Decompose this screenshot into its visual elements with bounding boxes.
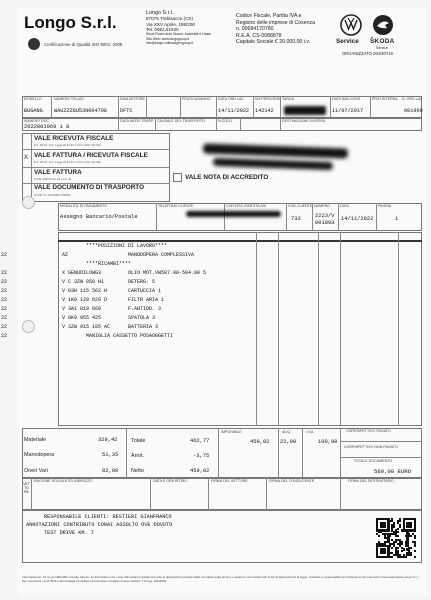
- qr-module: [387, 529, 389, 531]
- invoice-sheet: [0, 8, 427, 596]
- item-cell-a: V 03H 115 562 H: [62, 288, 108, 294]
- cb-fattura-sub: D.P.R. 633/72 Art. 21 e Art. 41: [34, 177, 72, 181]
- item-cell-v: 22: [0, 315, 7, 321]
- val-motore: DFTC: [120, 108, 133, 114]
- netto-value: 459,02: [190, 468, 210, 474]
- item-cell-v: 22: [0, 252, 7, 258]
- val-data-imm: 11/07/2017: [332, 108, 364, 114]
- qr-module: [399, 520, 401, 522]
- qr-module: [410, 535, 412, 537]
- cb-trasporto-sub: (D.P.R. N. 472/1996 N.68/96): [34, 193, 71, 197]
- brand-service-label: Service: [336, 38, 359, 45]
- registry-line: R.E.A. CS-0088878: [236, 32, 282, 39]
- item-cell-a: V 3A1 819 669: [62, 306, 102, 312]
- company-address: [146, 11, 236, 45]
- checkbox-mark: X: [24, 155, 29, 161]
- address-line: Sito Web: www.longogroup.it: [146, 36, 190, 41]
- val-modalita: Assegno Bancario/Postale: [60, 214, 138, 220]
- item-cell-a: V 3ZW 915 105 AC: [62, 324, 111, 330]
- th-pagina: PAGINA: [378, 204, 392, 208]
- th-km: KM PERCORSI: [255, 97, 281, 101]
- company-name: Longo S.r.l.: [24, 13, 117, 32]
- item-cell-v: 22: [0, 333, 7, 339]
- item-cell-b: FILTR ARIA 1: [128, 297, 165, 303]
- val-numero-doc: 2022001969 1 8: [24, 124, 70, 130]
- qr-module: [401, 543, 403, 545]
- qr-module: [389, 535, 391, 537]
- corrispettivo-pagato: CORRISPETTIVO PAGATO: [346, 429, 391, 433]
- organizzato-label: ORGANIZZATO 264/30719: [342, 51, 393, 56]
- totale-value: 462,77: [190, 438, 210, 444]
- th-modello: MODELLO: [24, 97, 42, 101]
- th-colli: N.COLLI: [218, 118, 232, 123]
- qr-module: [414, 556, 416, 558]
- item-cell-v: 22: [0, 324, 7, 330]
- qr-module: [399, 526, 401, 528]
- firma-conducente-label: FIRMA DEL CONDUCENTE: [269, 479, 315, 483]
- cb-fattura-ricevuta-sub: D.L. 45 Art. 3-6 - Leggi 30.12.91 n.413 e D.M. 30.3.92: [34, 160, 101, 164]
- redacted-customer: [213, 158, 333, 170]
- materiale-value: 329,42: [98, 437, 118, 443]
- registry-line: Capitale Sociale € 20.000,00 i.v.: [236, 39, 311, 46]
- qr-module: [414, 545, 416, 547]
- val-data-ord: 14/11/2022: [218, 108, 250, 114]
- qr-module: [391, 547, 393, 549]
- item-cell-b: OLIO MOT.VW507.00-504.00 5: [128, 270, 207, 276]
- manodopera-value: 51,35: [102, 452, 119, 458]
- certification-text: Certificazione di Qualità ISO 9001: 2008: [44, 42, 123, 47]
- manodopera-label: Manodopera: [24, 452, 55, 458]
- th-data-ord: DATA ORD.LAV: [218, 97, 244, 101]
- item-cell-v: 22: [0, 288, 7, 294]
- val-n-ord: 001969: [404, 108, 423, 114]
- iva-value: 100,98: [318, 439, 338, 445]
- th-cod-fisc: COD.FISC./PARTITA IVA: [226, 204, 267, 208]
- th-causale: CAUSALE DEL TRASPORTO: [157, 118, 205, 123]
- materiale-label: Materiale: [24, 437, 47, 443]
- th-data: DATA: [340, 204, 350, 208]
- address-line: Show Room Auto Nuove, Aziendali e Usate: [146, 32, 212, 37]
- address-line: info@longo.volkswagengroup.it: [146, 40, 194, 45]
- vw-logo-icon: [340, 14, 362, 36]
- totals-box: [22, 428, 422, 478]
- binder-hole: [22, 196, 35, 209]
- firma-vettore-label: FIRMA DEL VETTORE: [211, 479, 248, 483]
- item-cell-b: ****RICAMBI****: [86, 261, 132, 267]
- qr-module: [414, 537, 416, 539]
- qr-module: [384, 552, 386, 554]
- th-telefono: TELEFONO CLIENTE: [158, 204, 194, 208]
- redacted-telefono: [186, 211, 281, 217]
- qr-module: [397, 531, 399, 533]
- item-cell-a: V 1K0 129 620 D: [62, 297, 108, 303]
- item-cell-v: 22: [0, 270, 7, 276]
- item-cell-a: X GENUOILOWG3: [62, 270, 102, 276]
- val-numero: 2223/V 001893: [315, 213, 335, 226]
- qr-module: [414, 529, 416, 531]
- netto-label: Netto: [131, 468, 144, 474]
- nota-accredito-checkbox[interactable]: [173, 173, 182, 182]
- qr-module: [397, 528, 399, 530]
- th-targa: TARGA: [282, 97, 295, 101]
- arrot-value: -3,75: [193, 453, 210, 459]
- th-numero: NUMERO: [314, 204, 330, 208]
- brand-skoda-label: ŠKODA: [370, 38, 395, 45]
- qr-module: [378, 535, 380, 537]
- cb-ricevuta-title: VALE RICEVUTA FISCALE: [34, 135, 114, 142]
- th-motore: NUM.MOTORE: [120, 97, 145, 101]
- data-ritiro-label: DATA E ORA RITIRO: [153, 479, 188, 483]
- item-cell-b: BATTERIA 3: [128, 324, 159, 330]
- qr-module: [401, 550, 403, 552]
- val-pagina: 1: [395, 216, 399, 222]
- skoda-logo-icon: [372, 14, 394, 36]
- note-conai: ANNOTAZIONI CONTRIBUTO CONAI ASSOLTO OVE DOVUTO: [26, 522, 173, 528]
- certification-seal-icon: [28, 38, 40, 50]
- cb-trasporto-title: VALE DOCUMENTO DI TRASPORTO: [34, 184, 145, 191]
- val-cod-cliente: 733: [291, 216, 301, 222]
- oneri-label: Oneri Vari: [24, 468, 48, 474]
- th-telaio: NUMERO TELAIO: [54, 97, 84, 101]
- privacy-footer: Informativa art. 13 d.Lgs.196/2003: Gentile Cliente, La informiamo che i suoi dati saranno trattati secondo le disposizioni previste dalla normativa sulla privacy e saranno comunicati solo ai fini di adempimenti di legge. Il titolare e responsabile del trattamento dei suoi dati è Concessionaria Longo S.r.l. - Per conoscere i suoi diritti e altri dettagli consultare l'informativa completa ai sensi dell'art. 7 D.Lgs. 196/2003.: [22, 575, 421, 583]
- registry-line: Codice Fiscale, Partita IVA e: [236, 13, 302, 19]
- cb-fattura-ricevuta-title: VALE FATTURA / RICEVUTA FISCALE: [34, 152, 148, 159]
- totale-documento-label: TOTALE DOCUMENTO: [354, 459, 393, 463]
- th-pratica: PRATICANAMNO: [182, 97, 211, 101]
- address-line: Tel. 0981.51520: [146, 26, 179, 32]
- th-destinazione: DESTINAZIONE DIVERSA: [282, 118, 326, 123]
- th-prat-interna: PRAT.INTERNA: [372, 97, 398, 101]
- qr-module: [397, 547, 399, 549]
- iva-label: I.V.A.: [306, 430, 315, 434]
- qr-module: [410, 526, 412, 528]
- item-cell-b: F.ANTIOD. 3: [128, 306, 162, 312]
- address-line: Longo S.r.l.: [146, 10, 174, 16]
- address-line: Via XXV Aprile, 198/200: [146, 21, 195, 27]
- company-registry: [236, 14, 346, 46]
- th-data-imm: DATA IMM.CONS.: [332, 97, 362, 101]
- redacted-targa: [284, 106, 326, 115]
- th-modalita: MODALITA' DI PAGAMENTO: [60, 204, 108, 208]
- registry-line: Registro delle imprese di Cosenza: [236, 19, 316, 26]
- item-cell-v: 22: [0, 279, 7, 285]
- qr-module: [393, 526, 395, 528]
- corrispettivo-non-pagato: CORRISPETTIVO NON PAGATO: [344, 445, 398, 449]
- item-cell-b: DETERG. 5: [128, 279, 156, 285]
- item-cell-b: ****POSIZIONI DI LAVORO****: [86, 243, 168, 249]
- qr-module: [391, 556, 393, 558]
- vettore-side-label: VETTORE: [23, 482, 30, 495]
- item-cell-a: V C 3ZW 050 H1: [62, 279, 105, 285]
- totale-documento-value: 560,00 EURO: [374, 468, 411, 475]
- th-n-ord: N. ORD.LAV: [402, 97, 423, 101]
- qr-module: [410, 547, 412, 549]
- val-telaio: WAUZZZ8U53N004708: [54, 108, 107, 114]
- val-modello: BUGANG: [24, 108, 43, 114]
- qr-module: [397, 535, 399, 537]
- item-cell-a: AZ: [62, 252, 69, 258]
- cb-fattura-title: VALE FATTURA: [34, 169, 82, 176]
- address-line: 87075 Trebisacce (CS): [146, 16, 193, 22]
- item-cell-b: MANODOPERA COMPLESSIVA: [128, 252, 195, 258]
- imponibile-label: IMPONIBILE: [221, 430, 242, 434]
- item-cell-a: V 8K9 955 425: [62, 315, 102, 321]
- qr-module: [384, 526, 386, 528]
- firma-destinatario-label: FIRMA DEL DESTINATARIO: [348, 479, 394, 483]
- oneri-value: 82,00: [102, 468, 119, 474]
- aliq-value: 22,00: [280, 439, 297, 445]
- item-cell-v: 22: [0, 306, 7, 312]
- binder-hole: [22, 320, 35, 333]
- qr-module: [414, 550, 416, 552]
- qr-module: [403, 548, 405, 550]
- imponibile-value: 459,02: [250, 439, 270, 445]
- qr-module: [410, 554, 412, 556]
- th-numero-doc: NUMERO DOC: [24, 118, 49, 123]
- th-data-inizio: DATA INIZIO TRASP.: [120, 118, 154, 123]
- totale-label: Totale: [131, 438, 146, 444]
- th-cod-cliente: COD.CLIENTE: [288, 204, 313, 208]
- aliq-label: ALIQ.: [282, 430, 292, 434]
- val-data: 14/11/2022: [341, 216, 374, 222]
- ragione-sociale-label: RAGIONE SOCIALE ED INDIRIZZO: [34, 479, 93, 483]
- item-cell-b: SPATOLA 3: [128, 315, 156, 321]
- qr-code-icon: [376, 518, 416, 558]
- redacted-customer: [203, 143, 348, 158]
- val-km: 142142: [255, 108, 274, 114]
- item-cell-b: CARTUCCIA 1: [128, 288, 162, 294]
- note-responsabile: RESPONSABILE CLIENTI: RESTIERI GIANFRANCO: [44, 514, 172, 520]
- item-cell-b: MANIGLIA CASSETTO POSAOGGETTI: [86, 333, 174, 339]
- qr-module: [405, 556, 407, 558]
- note-test-drive: TEST DRIVE KM. 7: [44, 530, 94, 536]
- item-cell-v: 22: [0, 297, 7, 303]
- arrot-label: Arrot.: [131, 453, 145, 459]
- brand-skoda-sub: Service: [376, 45, 388, 50]
- nota-accredito-label: VALE NOTA DI ACCREDITO: [185, 174, 269, 181]
- registry-line: n. 00684170780: [236, 26, 274, 33]
- cb-ricevuta-sub: D.L. 45 Art. 3-6 - Leggi 30.12.91 n.413 e D.M. 30.3.92: [34, 143, 101, 147]
